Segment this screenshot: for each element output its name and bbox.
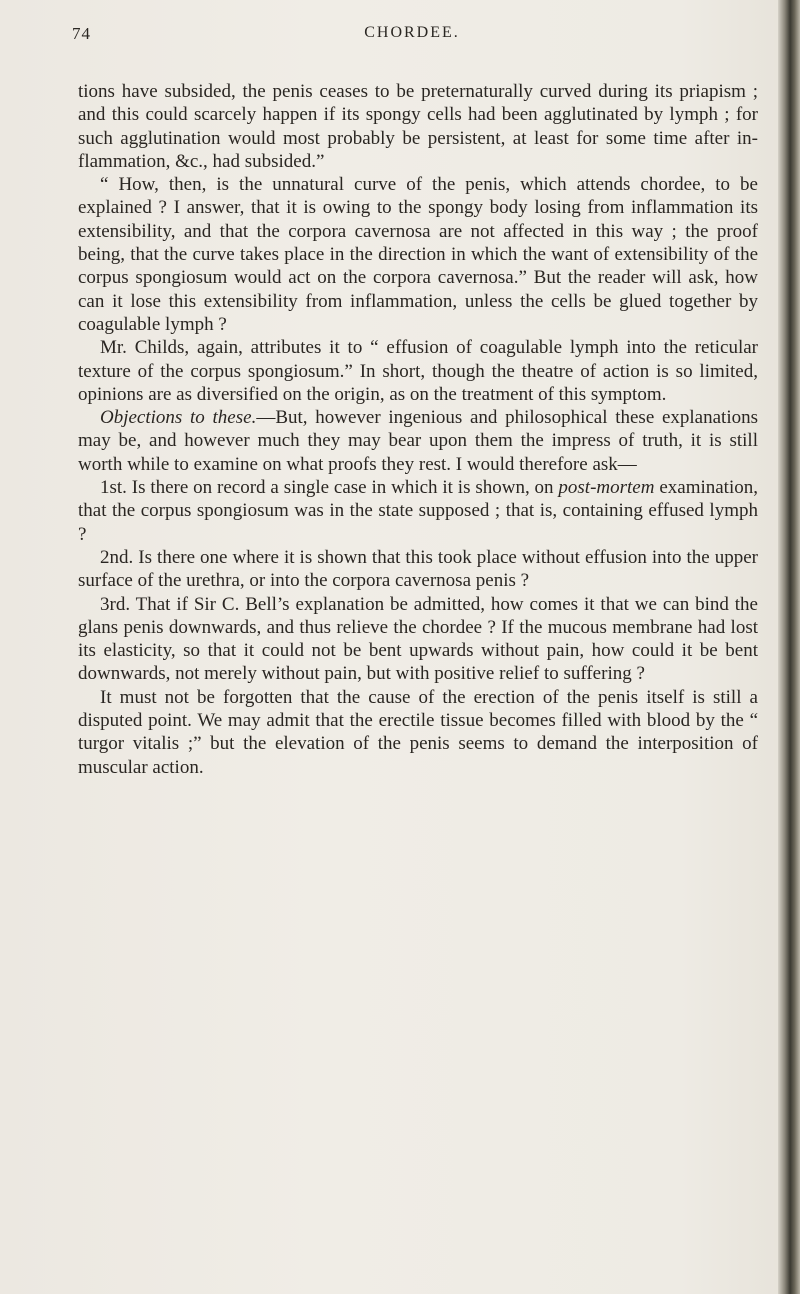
paragraph-childs: Mr. Childs, again, attributes it to “ effusion of coagulable lymph into the reticular texture of the corpus spongiosum.” In short, though the theatre of action is so limited, opinions are as diversified on the origin, as on the treatment of this symptom. [78,337,758,405]
paragraph-third-question: 3rd. That if Sir C. Bell’s explanation be admitted, how comes it that we can bind the glans penis downwards, and thus relieve the chordee ? If the mucous membrane had lost its elasticity, so that it could not be bent upwards without pain, how could it be bent downwards, not merely without pain, but with positive relief to suffering ? [78,593,758,685]
objections-heading: Objections to these. [100,407,257,429]
running-head: CHORDEE. [364,24,460,41]
book-spine-edge [778,0,800,1294]
paragraph-second-question: 2nd. Is there one where it is shown that this took place without effusion into the upper surface of the urethra, or into the corpora cavernosa penis ? [78,546,758,592]
paragraph-continuation: tions have subsided, the penis ceases to be preternaturally curved during its priapism ; and this could scarcely happen if its spongy cells had been agglutinated by lymph ; for such agglutination would most probably be persistent, at least for some time after in- flammation, &c., had subsided.” [78,81,758,172]
post-mortem-term: post-mortem [558,477,655,499]
first-question-start: 1st. Is there on record a single case in which it is shown, on [100,477,554,499]
paragraph-quote-explanation: “ How, then, is the unnatural curve of the penis, which attends chordee, to be explained ? I answer, that it is owing to the spongy body losing from inflammation its extensibility, and that the corpora cavernosa are not affected in this way ; the proof being, that the curve takes place in the direction in which the want of extensibility of the corpus spongiosum would act on the corpora cavernosa.” But the reader will ask, how can it lose this extensibility from inflammation, unless the cells be glued together by coagulable lymph ? [78,174,758,335]
objections-text: —But, however ingenious and philosophical these explanations may be, and however much they may bear upon them the impress of truth, it is still worth while to examine on what proofs they rest. I would therefore ask— [78,407,758,475]
body-text [78,80,758,779]
paragraph-objections [78,406,758,476]
page-header [72,24,752,52]
first-question-end: examination, that the corpus spongiosum was in the state supposed ; that is, containing effused lymph ? [78,477,758,545]
page-number: 74 [72,24,91,43]
paragraph-first-question [78,476,758,546]
paragraph-erection-cause: It must not be forgotten that the cause of the erection of the penis itself is still a disputed point. We may admit that the erectile tissue becomes filled with blood by the “ turgor vitalis ;” but the elevation of the penis seems to demand the interposition of muscular action. [78,686,758,778]
